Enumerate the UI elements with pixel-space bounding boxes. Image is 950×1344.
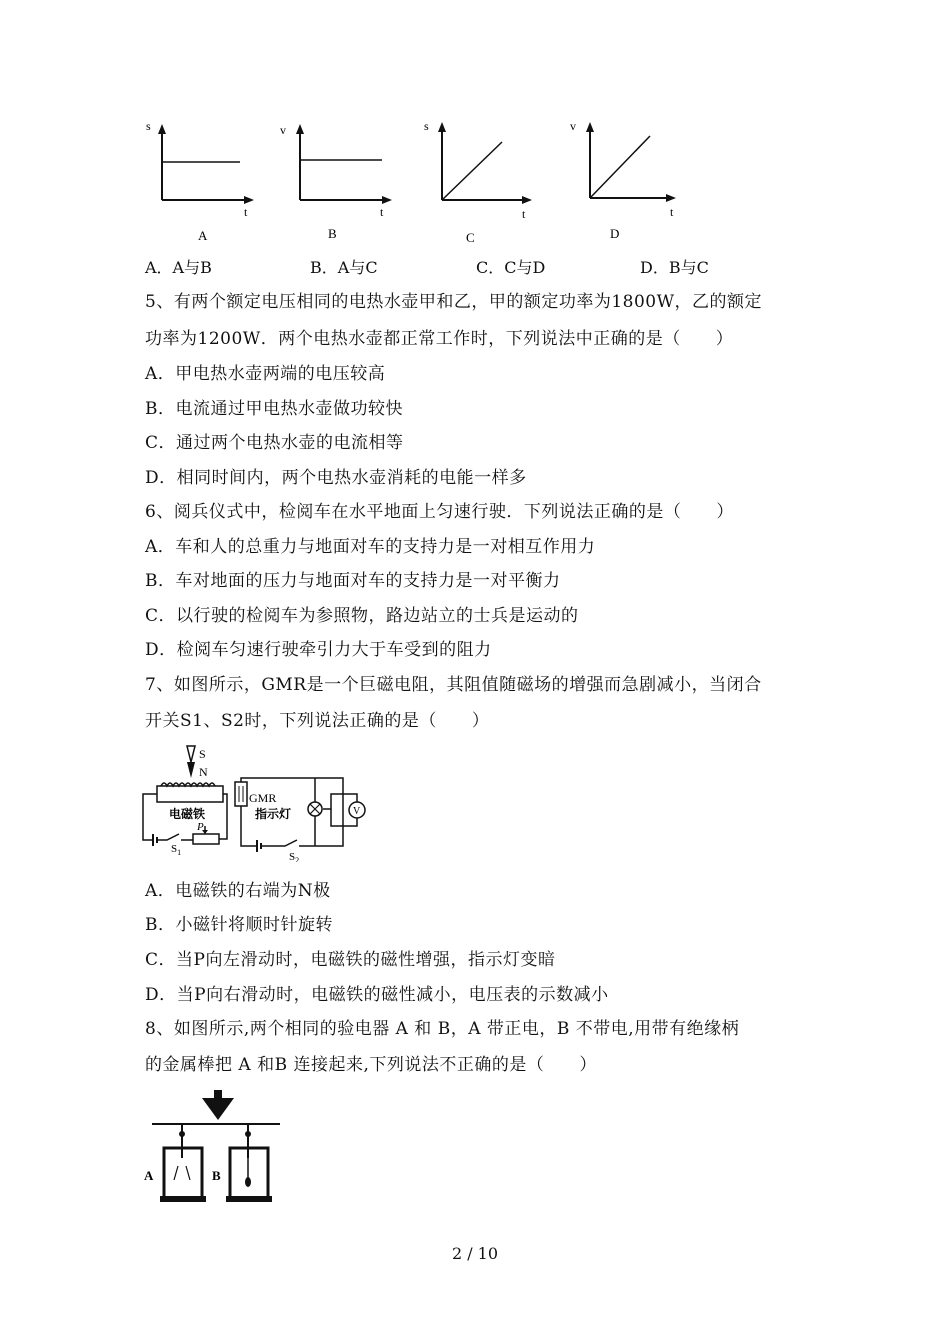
rheostat [193, 834, 219, 844]
electroscope-a-label: A [144, 1168, 154, 1183]
graph-d-y-label: v [570, 119, 576, 133]
switch-2-label: $S_2$ [289, 851, 300, 862]
q7-option-c: C．当P向左滑动时，电磁铁的磁性增强，指示灯变暗 [145, 950, 556, 970]
q8-stem-line-2: 的金属棒把 A 和B 连接起来,下列说法不正确的是（ ） [145, 1055, 597, 1075]
q5-stem-line-1: 5、有两个额定电压相同的电热水壶甲和乙，甲的额定功率为1800W，乙的额定 [145, 292, 763, 312]
graph-b [280, 123, 392, 241]
graph-b-y-label: v [280, 123, 286, 137]
q6-option-c: C．以行驶的检阅车为参照物，路边站立的士兵是运动的 [145, 606, 579, 626]
q8-stem-line-1: 8、如图所示,两个相同的验电器 A 和 B，A 带正电，B 不带电,用带有绝缘柄 [145, 1019, 740, 1039]
magnet-n-label: N [199, 765, 208, 779]
q7-option-d: D．当P向右滑动时，电磁铁的磁性减小，电压表的示数减小 [145, 985, 609, 1005]
graph-c-label: C [466, 230, 475, 245]
q6-option-b: B．车对地面的压力与地面对车的支持力是一对平衡力 [145, 571, 561, 591]
electroscope-a [144, 1124, 206, 1202]
graph-c-y-label: s [424, 119, 429, 133]
graph-a-x-label: t [244, 205, 248, 219]
magnet-s-label: S [199, 747, 206, 761]
q8-electroscope-figure [140, 1088, 285, 1213]
graph-c [424, 119, 532, 245]
q4-option-d: D．B与C [640, 258, 709, 277]
graph-a-label: A [198, 228, 208, 243]
electroscope-b-label: B [212, 1168, 221, 1183]
electromagnet-label: 电磁铁 [169, 807, 206, 821]
compass-needle-south [187, 746, 195, 762]
compass-needle-north [187, 762, 195, 778]
q7-stem-line-2: 开关S1、S2时，下列说法正确的是（ ） [145, 711, 490, 731]
q5-stem-line-2: 功率为1200W．两个电热水壶都正常工作时，下列说法中正确的是（ ） [145, 329, 734, 349]
switch-1-label: $S_1$ [171, 843, 182, 857]
electroscope-b [212, 1124, 272, 1202]
voltmeter-label: V [353, 806, 361, 817]
indicator-lamp-label: 指示灯 [255, 807, 292, 821]
q4-option-b: B．A与C [310, 258, 378, 277]
q6-option-a: A．车和人的总重力与地面对车的支持力是一对相互作用力 [145, 537, 596, 557]
slider-label: P [197, 821, 204, 833]
q7-option-b: B．小磁针将顺时针旋转 [145, 915, 333, 935]
gmr-label: GMR [249, 791, 277, 805]
q4-graphs-figure [140, 112, 700, 252]
q6-stem: 6、阅兵仪式中，检阅车在水平地面上匀速行驶．下列说法正确的是（ ） [145, 502, 734, 522]
q7-stem-line-1: 7、如图所示，GMR是一个巨磁电阻，其阻值随磁场的增强而急剧减小，当闭合 [145, 675, 762, 695]
q5-option-a: A．甲电热水壶两端的电压较高 [145, 364, 386, 384]
page-number: 2 / 10 [451, 1244, 499, 1263]
graph-b-label: B [328, 226, 337, 241]
q4-option-c: C．C与D [476, 258, 546, 277]
q4-option-a: A．A与B [145, 258, 212, 277]
q6-option-d: D．检阅车匀速行驶牵引力大于车受到的阻力 [145, 640, 492, 660]
insulated-handle [202, 1098, 234, 1120]
graph-a-y-label: s [146, 119, 151, 133]
q5-option-b: B．电流通过甲电热水壶做功较快 [145, 399, 403, 419]
graph-d-label: D [610, 226, 620, 241]
switch-2 [261, 840, 297, 846]
electromagnet-core [157, 786, 223, 802]
switch-1 [157, 834, 179, 840]
graph-c-x-label: t [522, 207, 526, 221]
gmr-resistor [235, 782, 247, 806]
q7-circuit-figure [135, 742, 375, 862]
graph-a [146, 119, 254, 243]
q5-option-c: C．通过两个电热水壶的电流相等 [145, 433, 404, 453]
graph-b-x-label: t [380, 205, 384, 219]
q7-option-a: A．电磁铁的右端为N极 [145, 881, 331, 901]
graph-d [570, 119, 676, 241]
graph-d-x-label: t [670, 205, 674, 219]
q5-option-d: D．相同时间内，两个电热水壶消耗的电能一样多 [145, 468, 527, 488]
